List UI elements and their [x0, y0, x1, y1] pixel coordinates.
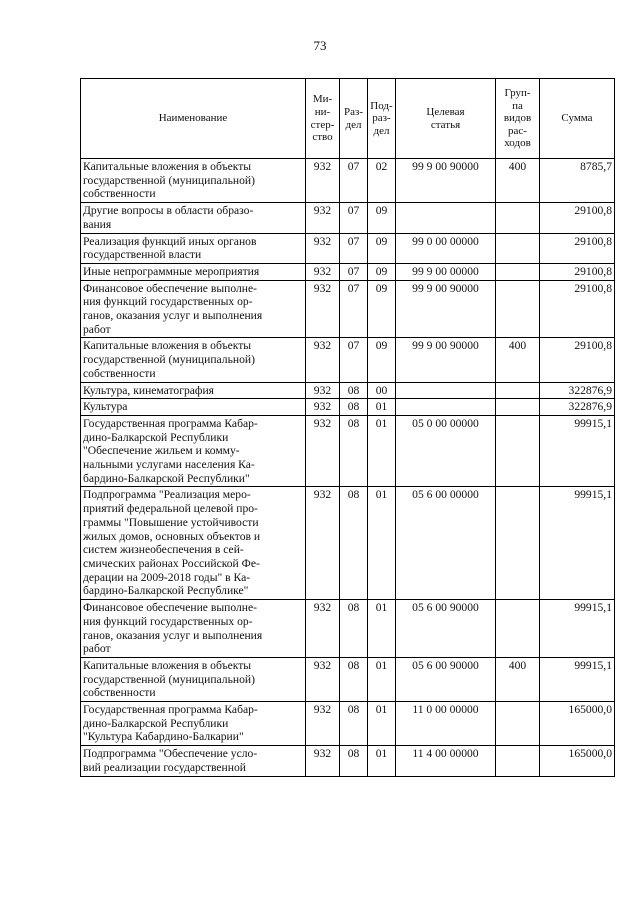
cell-subsection: 09 [368, 233, 396, 263]
cell-expense-group [496, 399, 540, 416]
table-row [81, 746, 615, 776]
header-name: Наименование [81, 79, 306, 159]
cell-ministry: 932 [306, 600, 340, 658]
cell-ministry: 932 [306, 233, 340, 263]
cell-subsection: 09 [368, 203, 396, 233]
cell-subsection: 00 [368, 382, 396, 399]
cell-subsection: 01 [368, 600, 396, 658]
cell-section: 08 [340, 399, 368, 416]
cell-name: Реализация функций иных органов государственной власти [81, 233, 306, 263]
cell-ministry: 932 [306, 263, 340, 280]
cell-section: 07 [340, 159, 368, 203]
cell-name: Государственная программа Кабар- дино-Балкарской Республики "Культура Кабардино-Балкарии" [81, 702, 306, 746]
header-section [340, 79, 368, 159]
cell-name: Капитальные вложения в объекты государственной (муниципальной) собственности [81, 159, 306, 203]
header-expense-group [496, 79, 540, 159]
cell-ministry: 932 [306, 338, 340, 382]
cell-name: Финансовое обеспечение выполне- ния функций государственных ор- ганов, оказания услуг и выполнения работ [81, 600, 306, 658]
cell-ministry: 932 [306, 487, 340, 600]
cell-name: Подпрограмма "Обеспечение усло- вий реализации государственной [81, 746, 306, 776]
cell-ministry: 932 [306, 203, 340, 233]
cell-target: 99 9 00 90000 [396, 280, 496, 338]
cell-ministry: 932 [306, 159, 340, 203]
header-subsection [368, 79, 396, 159]
cell-target: 99 9 00 90000 [396, 338, 496, 382]
table-row [81, 657, 615, 701]
cell-section: 07 [340, 263, 368, 280]
header-ministry-label: Ми- ни- стер- ство [310, 93, 335, 144]
cell-expense-group [496, 280, 540, 338]
cell-target: 05 6 00 90000 [396, 600, 496, 658]
table-body [81, 159, 615, 777]
cell-target: 05 6 00 90000 [396, 657, 496, 701]
cell-target: 11 0 00 00000 [396, 702, 496, 746]
cell-ministry: 932 [306, 746, 340, 776]
cell-expense-group [496, 487, 540, 600]
page-number: 73 [313, 38, 327, 53]
cell-subsection: 09 [368, 263, 396, 280]
cell-sum: 322876,9 [540, 382, 615, 399]
cell-target: 05 6 00 00000 [396, 487, 496, 600]
cell-sum: 322876,9 [540, 399, 615, 416]
cell-target [396, 382, 496, 399]
cell-target: 11 4 00 00000 [396, 746, 496, 776]
cell-sum: 29100,8 [540, 203, 615, 233]
cell-sum: 29100,8 [540, 338, 615, 382]
cell-expense-group: 400 [496, 657, 540, 701]
cell-ministry: 932 [306, 382, 340, 399]
cell-target: 99 9 00 90000 [396, 159, 496, 203]
cell-expense-group [496, 382, 540, 399]
cell-subsection: 01 [368, 487, 396, 600]
table-row [81, 233, 615, 263]
cell-expense-group [496, 415, 540, 487]
table-row [81, 600, 615, 658]
table-row [81, 203, 615, 233]
header-subsection-label: Под- раз- дел [370, 99, 393, 137]
header-target [396, 79, 496, 159]
cell-section: 08 [340, 415, 368, 487]
cell-subsection: 09 [368, 338, 396, 382]
table-header-row [81, 79, 615, 159]
cell-section: 07 [340, 233, 368, 263]
cell-subsection: 01 [368, 399, 396, 416]
cell-subsection: 01 [368, 415, 396, 487]
cell-name: Другие вопросы в области образо- вания [81, 203, 306, 233]
cell-subsection: 02 [368, 159, 396, 203]
cell-section: 08 [340, 657, 368, 701]
cell-section: 07 [340, 338, 368, 382]
cell-sum: 99915,1 [540, 415, 615, 487]
table-row [81, 280, 615, 338]
cell-ministry: 932 [306, 657, 340, 701]
table-row [81, 487, 615, 600]
cell-sum: 99915,1 [540, 487, 615, 600]
cell-sum: 165000,0 [540, 702, 615, 746]
cell-expense-group [496, 263, 540, 280]
cell-sum: 165000,0 [540, 746, 615, 776]
cell-expense-group [496, 233, 540, 263]
cell-expense-group: 400 [496, 159, 540, 203]
cell-section: 08 [340, 487, 368, 600]
cell-name: Подпрограмма "Реализация меро- приятий федеральной целевой про- граммы "Повышение устойчивости жилых домов, основных объектов и систем жизнеобеспечения в сей- смических районах Российской Фе- дерации на 2009-2018 годы" в Ка- бардино-Балкарской Республике" [81, 487, 306, 600]
cell-name: Финансовое обеспечение выполне- ния функций государственных ор- ганов, оказания услуг и выполнения работ [81, 280, 306, 338]
cell-section: 08 [340, 382, 368, 399]
table-row [81, 338, 615, 382]
cell-subsection: 01 [368, 746, 396, 776]
cell-subsection: 01 [368, 702, 396, 746]
cell-section: 07 [340, 203, 368, 233]
cell-expense-group [496, 600, 540, 658]
header-section-label: Раз- дел [343, 105, 363, 131]
table-row [81, 263, 615, 280]
cell-sum: 99915,1 [540, 600, 615, 658]
cell-name: Государственная программа Кабар- дино-Балкарской Республики "Обеспечение жильем и комму- нальными услугами населения Ка- бардино-Балкарской Республики" [81, 415, 306, 487]
header-ministry [306, 79, 340, 159]
table-row [81, 399, 615, 416]
cell-expense-group: 400 [496, 338, 540, 382]
cell-expense-group [496, 203, 540, 233]
table-row [81, 382, 615, 399]
cell-section: 08 [340, 746, 368, 776]
cell-ministry: 932 [306, 280, 340, 338]
cell-expense-group [496, 746, 540, 776]
cell-target: 99 0 00 00000 [396, 233, 496, 263]
cell-section: 08 [340, 600, 368, 658]
cell-name: Культура [81, 399, 306, 416]
cell-target [396, 203, 496, 233]
cell-subsection: 01 [368, 657, 396, 701]
cell-name: Иные непрограммные мероприятия [81, 263, 306, 280]
header-target-label: Целевая статья [426, 105, 465, 131]
cell-name: Культура, кинематография [81, 382, 306, 399]
cell-sum: 29100,8 [540, 263, 615, 280]
cell-ministry: 932 [306, 399, 340, 416]
table-row [81, 159, 615, 203]
cell-sum: 29100,8 [540, 233, 615, 263]
budget-table [80, 78, 615, 777]
header-expense-group-label: Груп- па видов рас- ходов [503, 87, 532, 150]
cell-expense-group [496, 702, 540, 746]
cell-subsection: 09 [368, 280, 396, 338]
cell-ministry: 932 [306, 702, 340, 746]
table-row [81, 415, 615, 487]
cell-name: Капитальные вложения в объекты государственной (муниципальной) собственности [81, 338, 306, 382]
cell-target: 05 0 00 00000 [396, 415, 496, 487]
header-sum: Сумма [540, 79, 615, 159]
cell-section: 07 [340, 280, 368, 338]
cell-sum: 29100,8 [540, 280, 615, 338]
cell-sum: 99915,1 [540, 657, 615, 701]
table-row [81, 702, 615, 746]
cell-sum: 8785,7 [540, 159, 615, 203]
cell-target [396, 399, 496, 416]
cell-section: 08 [340, 702, 368, 746]
cell-ministry: 932 [306, 415, 340, 487]
cell-target: 99 9 00 00000 [396, 263, 496, 280]
cell-name: Капитальные вложения в объекты государственной (муниципальной) собственности [81, 657, 306, 701]
